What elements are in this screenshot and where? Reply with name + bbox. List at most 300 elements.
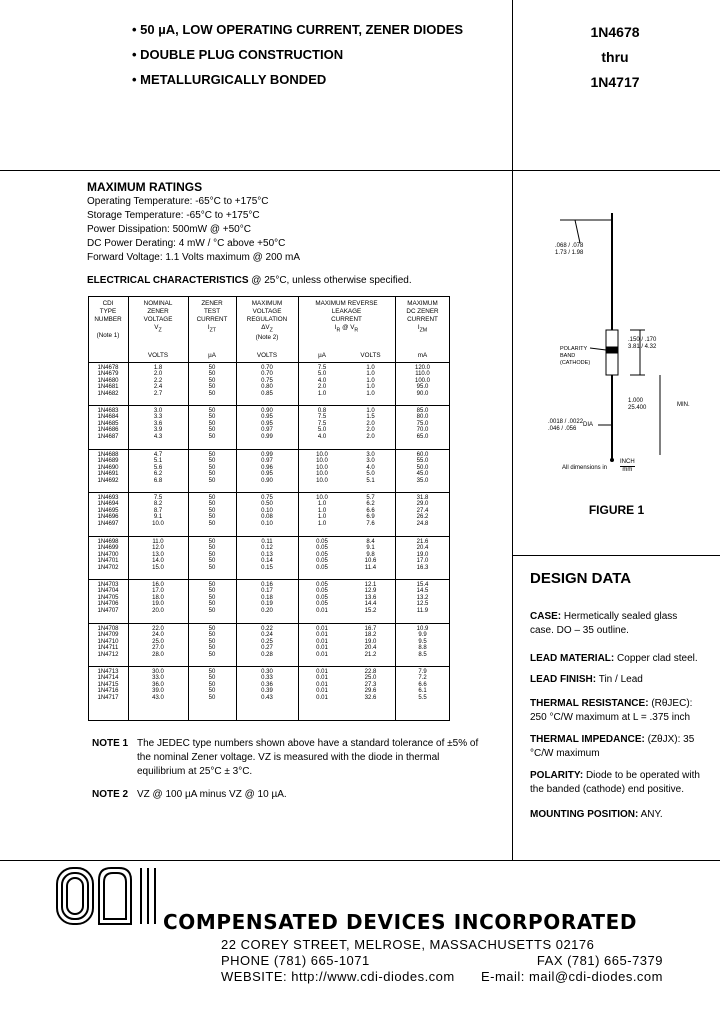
unit-volts: VOLTS	[147, 352, 169, 359]
table-cell: 7.5	[317, 420, 327, 427]
table-cell: 0.97	[261, 427, 273, 434]
table-cell: 1N4693	[97, 495, 119, 501]
table-cell: 0.01	[316, 688, 328, 695]
part-number-start: 1N4678	[590, 24, 640, 40]
table-cell: 1N4707	[97, 607, 119, 614]
polarity-data-label: POLARITY:	[530, 770, 584, 781]
table-cell: 50	[208, 471, 216, 478]
table-cell: 0.12	[261, 545, 273, 552]
table-cell: 0.25	[261, 638, 273, 645]
unit-microamps: µA	[318, 352, 326, 359]
table-cell: 2.0	[153, 371, 163, 378]
feature-bullet-1: • 50 µA, LOW OPERATING CURRENT, ZENER DIODES	[132, 22, 464, 37]
dim-diameter-mm: .046 / .056	[548, 426, 577, 432]
company-address: 22 COREY STREET, MELROSE, MASSACHUSETTS 02176	[221, 937, 595, 952]
design-mounting	[530, 808, 700, 822]
table-cell: 50	[208, 390, 216, 397]
table-cell: 1N4696	[97, 514, 119, 521]
table-cell: 50	[208, 365, 216, 371]
table-cell: 1N4701	[97, 558, 119, 565]
table-cell: 22.0	[152, 626, 164, 632]
table-cell: 50	[208, 594, 216, 601]
table-cell: 1N4680	[97, 377, 119, 384]
table-cell: 0.90	[261, 408, 273, 414]
table-cell: 50	[208, 501, 216, 508]
table-cell: 0.95	[261, 420, 273, 427]
table-cell: 0.01	[316, 607, 328, 614]
table-cell: 14.5	[416, 588, 429, 595]
design-thermal-impedance	[530, 733, 700, 761]
table-cell: 8.5	[418, 651, 427, 658]
table-cell: 1N4700	[97, 551, 119, 558]
table-cell: 18.0	[152, 594, 164, 601]
table-cell: 5.1	[366, 477, 375, 484]
electrical-suffix: @ 25°C, unless otherwise specified.	[248, 275, 412, 286]
table-cell: 1N4710	[97, 638, 119, 645]
table-cell: 16.3	[416, 564, 429, 571]
table-cell: 12.9	[364, 588, 377, 595]
dim-lead	[555, 243, 583, 257]
table-cell: 1.0	[317, 514, 327, 521]
table-cell: 17.0	[416, 558, 429, 565]
table-cell: 8.2	[153, 501, 163, 508]
table-cell: 0.39	[261, 688, 273, 695]
table-cell: 0.05	[316, 545, 328, 552]
table-cell: 1N4681	[97, 384, 119, 391]
table-cell: 1N4702	[97, 564, 119, 571]
table-cell: 0.19	[261, 601, 273, 608]
header-bottom-rule	[0, 170, 720, 171]
table-cell: 0.85	[261, 390, 273, 397]
table-cell: 1N4679	[97, 371, 119, 378]
figure-caption: FIGURE 1	[588, 503, 645, 517]
table-cell: 20.4	[416, 545, 429, 552]
table-cell: 50	[208, 377, 216, 384]
table-cell: 3.9	[153, 427, 163, 434]
polarity-data-text: Diode to be operated with the banded (cathode) end positive.	[530, 770, 700, 795]
table-cell: 18.2	[364, 632, 377, 639]
table-cell: 45.0	[416, 471, 429, 478]
table-cell: 35.0	[416, 477, 429, 484]
table-cell: 1N4682	[97, 390, 119, 397]
table-cell: 0.13	[261, 551, 273, 558]
table-cell: 1N4699	[97, 545, 119, 552]
table-cell: 14.4	[364, 601, 377, 608]
dim-length-inch: 1.000	[628, 398, 644, 404]
header-dc-zener-current: MAXIMUM DC ZENER CURRENT $I_{ZM}$	[406, 300, 439, 334]
table-cell: 0.01	[316, 675, 328, 682]
mounting-text: ANY.	[640, 809, 663, 820]
table-cell: 2.0	[366, 433, 375, 440]
thermal-resistance-text: (RθJEC): 250 °C/W maximum at L = .375 inch	[530, 698, 693, 723]
table-cell: 0.70	[261, 371, 273, 378]
header-voltage-regulation: MAXIMUM VOLTAGE REGULATION $\Delta V_Z$ (Note 2)	[246, 300, 288, 342]
table-cell: 0.75	[261, 377, 273, 384]
table-cell: 50	[208, 477, 216, 484]
table-cell: 0.05	[316, 601, 328, 608]
table-cell: 0.05	[316, 539, 328, 545]
table-cell: 27.3	[364, 681, 377, 688]
table-cell: 39.0	[152, 688, 164, 695]
table-cell: 4.7	[153, 452, 163, 458]
table-cell: 20.4	[364, 645, 377, 652]
table-cell: 0.90	[261, 477, 273, 484]
table-cell: 2.0	[366, 420, 375, 427]
table-cell: 70.0	[416, 427, 429, 434]
table-cell: 1.0	[366, 384, 375, 391]
table-cell: 6.2	[153, 471, 163, 478]
table-cell: 6.2	[366, 501, 375, 508]
table-cell: 0.70	[261, 365, 273, 371]
table-cell: 50	[208, 675, 216, 682]
table-cell: 17.0	[152, 588, 164, 595]
table-cell: 11.9	[416, 607, 429, 614]
table-cell: 10.0	[316, 495, 328, 501]
unit-volts: VOLTS	[360, 352, 381, 359]
table-cell: 5.0	[317, 427, 327, 434]
table-cell: 50	[208, 514, 216, 521]
table-cell: 1N4708	[97, 626, 119, 632]
table-cell: 0.97	[261, 458, 273, 465]
table-cell: 22.8	[364, 669, 377, 675]
dim-lead-inch: .068 / .078	[555, 243, 584, 249]
rating-line: Storage Temperature: -65°C to +175°C	[87, 210, 260, 221]
table-cell: 0.30	[261, 669, 273, 675]
table-cell: 50	[208, 626, 216, 632]
header-divider	[512, 0, 513, 170]
table-cell: 50	[208, 520, 216, 527]
table-cell: 1N4694	[97, 501, 119, 508]
table-cell: 0.18	[261, 594, 273, 601]
table-cell: 0.10	[261, 507, 273, 514]
table-cell: 25.0	[152, 638, 164, 645]
unit-milliamps: mA	[417, 352, 428, 359]
table-cell: 0.05	[316, 588, 328, 595]
table-cell: 7.5	[153, 495, 163, 501]
table-cell: 43.0	[152, 694, 164, 701]
table-cell: 50	[208, 452, 216, 458]
group-separator	[88, 405, 450, 406]
table-cell: 14.0	[152, 558, 164, 565]
unit-inch: INCH	[620, 459, 635, 465]
table-cell: 50	[208, 420, 216, 427]
table-cell: 0.01	[316, 694, 328, 701]
dim-length	[628, 398, 646, 412]
rating-line: Power Dissipation: 500mW @ +50°C	[87, 224, 251, 235]
table-cell: 24.8	[416, 520, 429, 527]
table-cell: 120.0	[414, 365, 430, 371]
unit-mm: mm	[622, 467, 633, 473]
table-cell: 1N4691	[97, 471, 119, 478]
group-separator	[88, 579, 450, 580]
table-cell: 2.4	[153, 384, 163, 391]
table-cell: 0.27	[261, 645, 273, 652]
header-test-current: ZENER TEST CURRENT $I_{ZT}$	[196, 300, 228, 334]
table-cell: 3.0	[366, 452, 375, 458]
table-cell: 0.05	[316, 558, 328, 565]
table-cell: 1.0	[366, 377, 375, 384]
table-cell: 8.4	[366, 539, 375, 545]
table-cell: 50	[208, 632, 216, 639]
table-cell: 10.0	[152, 520, 164, 527]
table-cell: 1N4712	[97, 651, 119, 658]
table-cell: 1.0	[317, 501, 327, 508]
table-cell: 7.5	[317, 414, 327, 421]
table-cell: 0.95	[261, 471, 273, 478]
table-cell: 1N4714	[97, 675, 119, 682]
group-separator	[88, 362, 450, 363]
table-cell: 0.05	[316, 564, 328, 571]
table-cell: 1N4685	[97, 420, 119, 427]
part-number-end: 1N4717	[590, 74, 640, 90]
table-cell: 0.50	[261, 501, 273, 508]
dim-min: MIN.	[677, 402, 690, 408]
header-nominal-zener: NOMINAL ZENER VOLTAGE $V_Z$	[143, 300, 173, 334]
table-cell: 1N4709	[97, 632, 119, 639]
table-cell: 9.8	[366, 551, 375, 558]
dim-body	[628, 337, 656, 351]
table-cell: 1N4684	[97, 414, 119, 421]
note-1-label: NOTE 1	[92, 738, 129, 749]
group-separator	[88, 536, 450, 537]
table-cell: 9.1	[153, 514, 163, 521]
table-cell: 50	[208, 545, 216, 552]
table-cell: 10.0	[316, 464, 328, 471]
mounting-label: MOUNTING POSITION:	[530, 809, 639, 820]
table-cell: 50	[208, 551, 216, 558]
table-bottom-rule	[88, 720, 450, 721]
table-cell: 7.2	[418, 675, 427, 682]
table-cell: 0.24	[261, 632, 273, 639]
table-cell: 1N4678	[97, 365, 119, 371]
table-cell: 50	[208, 638, 216, 645]
table-cell: 1N4692	[97, 477, 119, 484]
table-cell: 1N4706	[97, 601, 119, 608]
table-cell: 1N4713	[97, 669, 119, 675]
table-cell: 1N4688	[97, 452, 119, 458]
table-cell: 50	[208, 539, 216, 545]
dim-length-mm: 25.400	[628, 405, 647, 411]
table-cell: 50	[208, 371, 216, 378]
lead-material-label: LEAD MATERIAL:	[530, 653, 615, 664]
design-data-title: DESIGN DATA	[530, 570, 632, 587]
table-cell: 50	[208, 607, 216, 614]
table-cell: 1.0	[317, 507, 327, 514]
company-name: COMPENSATED DEVICES INCORPORATED	[163, 910, 638, 934]
table-cell: 1.5	[366, 414, 375, 421]
table-cell: 6.1	[418, 688, 427, 695]
design-thermal-resistance	[530, 697, 700, 725]
table-cell: 0.20	[261, 607, 273, 614]
group-separator	[88, 492, 450, 493]
table-cell: 6.6	[418, 681, 427, 688]
table-cell: 3.6	[153, 420, 163, 427]
table-cell: 1N4716	[97, 688, 119, 695]
table-cell: 0.14	[261, 558, 273, 565]
table-cell: 2.2	[153, 377, 163, 384]
table-cell: 0.33	[261, 675, 273, 682]
table-cell: 95.0	[416, 384, 429, 391]
table-cell: 8.7	[153, 507, 163, 514]
design-polarity	[530, 769, 700, 797]
table-cell: 65.0	[416, 433, 429, 440]
table-cell: 3.0	[153, 408, 163, 414]
table-cell: 50.0	[416, 464, 429, 471]
table-cell: 50	[208, 588, 216, 595]
electrical-title-line	[87, 275, 412, 286]
table-cell: 1.0	[366, 365, 375, 371]
table-cell: 13.0	[152, 551, 164, 558]
table-cell: 50	[208, 495, 216, 501]
thermal-impedance-label: THERMAL IMPEDANCE:	[530, 734, 645, 745]
table-cell: 24.0	[152, 632, 164, 639]
table-cell: 7.9	[418, 669, 427, 675]
table-cell: 27.4	[416, 507, 429, 514]
table-cell: 11.4	[364, 564, 377, 571]
table-cell: 0.96	[261, 464, 273, 471]
company-email[interactable]: E-mail: mail@cdi-diodes.com	[480, 969, 663, 984]
table-cell: 36.0	[152, 681, 164, 688]
dim-body-mm: 3.81 / 4.32	[628, 344, 657, 350]
table-cell: 10.6	[364, 558, 377, 565]
lead-finish-label: LEAD FINISH:	[530, 674, 597, 685]
dim-body-inch: .150 / .170	[628, 337, 657, 343]
table-cell: 0.05	[316, 594, 328, 601]
table-cell: 11.0	[152, 539, 164, 545]
table-cell: 5.0	[366, 471, 375, 478]
table-cell: 1N4690	[97, 464, 119, 471]
footer-top-rule	[0, 860, 720, 861]
table-cell: 0.10	[261, 520, 273, 527]
table-cell: 10.0	[316, 471, 328, 478]
max-ratings-list	[87, 195, 300, 265]
table-cell: 31.8	[416, 495, 429, 501]
electrical-title: ELECTRICAL CHARACTERISTICS	[87, 275, 249, 286]
table-cell: 16.7	[364, 626, 377, 632]
table-cell: 32.6	[364, 694, 377, 701]
table-cell: 0.43	[261, 694, 273, 701]
table-cell: 0.99	[261, 433, 273, 440]
table-cell: 0.01	[316, 651, 328, 658]
table-cell: 50	[208, 458, 216, 465]
table-cell: 0.01	[316, 626, 328, 632]
note-2-label: NOTE 2	[92, 789, 129, 800]
table-cell: 5.5	[418, 694, 427, 701]
table-cell: 1N4689	[97, 458, 119, 465]
table-cell: 19.0	[364, 638, 377, 645]
part-number-thru: thru	[601, 49, 629, 65]
table-cell: 6.8	[153, 477, 163, 484]
table-cell: 19.0	[152, 601, 164, 608]
table-cell: 4.3	[153, 433, 163, 440]
table-cell: 5.0	[317, 371, 327, 378]
table-cell: 1N4687	[97, 433, 119, 440]
diode-outline-drawing	[520, 185, 715, 490]
table-cell: 50	[208, 582, 216, 588]
table-cell: 90.0	[416, 390, 429, 397]
dim-dia-label: DIA	[583, 422, 594, 428]
table-cell: 1N4704	[97, 588, 119, 595]
table-cell: 4.0	[317, 433, 327, 440]
group-separator	[88, 623, 450, 624]
table-cell: 0.11	[261, 539, 273, 545]
table-cell: 50	[208, 681, 216, 688]
table-cell: 1.0	[317, 390, 327, 397]
rating-line: DC Power Derating: 4 mW / °C above +50°C	[87, 238, 286, 249]
table-cell: 10.9	[416, 626, 429, 632]
table-cell: 0.01	[316, 632, 328, 639]
table-cell: 1N4683	[97, 408, 119, 414]
table-cell: 0.08	[261, 514, 273, 521]
table-cell: 1N4705	[97, 594, 119, 601]
table-cell: 25.0	[364, 675, 377, 682]
table-cell: 5.7	[366, 495, 375, 501]
feature-bullet-3: • METALLURGICALLY BONDED	[132, 72, 327, 87]
table-cell: 27.0	[152, 645, 164, 652]
table-cell: 50	[208, 645, 216, 652]
lead-material-text: Copper clad steel.	[617, 653, 698, 664]
table-cell: 19.0	[416, 551, 429, 558]
table-cell: 4.0	[366, 464, 375, 471]
table-cell: 75.0	[416, 420, 429, 427]
rating-line: Operating Temperature: -65°C to +175°C	[87, 196, 269, 207]
table-cell: 12.1	[364, 582, 377, 588]
table-cell: 60.0	[416, 452, 429, 458]
table-cell: 50	[208, 427, 216, 434]
all-dimensions-label: All dimensions in	[562, 465, 608, 471]
table-cell: 0.01	[316, 645, 328, 652]
table-cell: 10.0	[316, 452, 328, 458]
table-cell: 29.0	[416, 501, 429, 508]
feature-bullet-2: • DOUBLE PLUG CONSTRUCTION	[132, 47, 344, 62]
table-cell: 50	[208, 694, 216, 701]
note-2-text: VZ @ 100 µA minus VZ @ 10 µA.	[137, 789, 287, 800]
rating-line: Forward Voltage: 1.1 Volts maximum @ 200 mA	[87, 252, 301, 263]
table-cell: 1N4686	[97, 427, 119, 434]
design-lead-finish	[530, 673, 700, 687]
table-cell: 1N4703	[97, 582, 119, 588]
table-cell: 9.5	[418, 638, 427, 645]
table-cell: 26.2	[416, 514, 429, 521]
company-website[interactable]: WEBSITE: http://www.cdi-diodes.com	[221, 969, 455, 984]
table-cell: 7.6	[366, 520, 375, 527]
table-cell: 10.0	[316, 477, 328, 484]
table-cell: 1N4717	[97, 694, 119, 701]
thermal-resistance-label: THERMAL RESISTANCE:	[530, 698, 649, 709]
table-cell: 6.9	[366, 514, 375, 521]
thermal-impedance-text: (ZθJX): 35 °C/W maximum	[530, 734, 695, 759]
units-label	[620, 459, 635, 474]
table-cell: 1N4695	[97, 507, 119, 514]
table-cell: 1N4715	[97, 681, 119, 688]
group-separator	[88, 666, 450, 667]
table-cell: 1N4698	[97, 539, 119, 545]
table-cell: 1.0	[366, 371, 375, 378]
table-cell: 1.0	[317, 520, 327, 527]
table-cell: 0.17	[261, 588, 273, 595]
table-cell: 0.05	[316, 582, 328, 588]
case-label: CASE:	[530, 611, 562, 622]
table-cell: 0.80	[261, 384, 273, 391]
polarity-label: POLARITY BAND (CATHODE)	[560, 346, 591, 366]
design-case	[530, 610, 700, 638]
table-cell: 50	[208, 464, 216, 471]
table-cell: 5.1	[153, 458, 163, 465]
header-reverse-leakage: MAXIMUM REVERSE LEAKAGE CURRENT $I_R$ @ $V_R$	[315, 300, 378, 334]
table-cell: 9.1	[366, 545, 375, 552]
table-cell: 15.4	[416, 582, 429, 588]
table-cell: 16.0	[152, 582, 164, 588]
